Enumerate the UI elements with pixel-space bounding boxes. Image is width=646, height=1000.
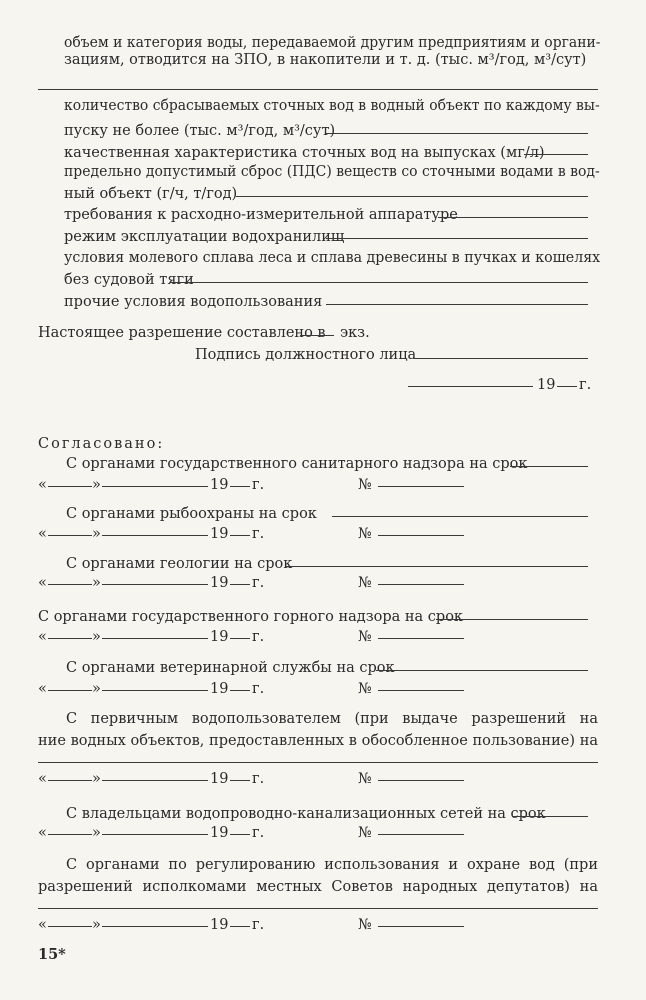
approval-1-quote-open: « xyxy=(38,477,47,493)
field-rafting-blank[interactable] xyxy=(170,282,588,283)
approval-6-year: 19 xyxy=(210,771,229,787)
intro-line-2: зациям, отводится на ЗПО, в накопители и т. д. (тыс. м³/год, м³/сут) xyxy=(64,52,587,68)
approval-8-month-blank[interactable] xyxy=(102,926,208,927)
approval-7-quote-close: » xyxy=(92,825,101,841)
copies-count-blank[interactable] xyxy=(300,335,334,336)
approval-3-quote-open: « xyxy=(38,575,47,591)
approval-3-day-blank[interactable] xyxy=(48,584,92,585)
page-number: 15* xyxy=(38,946,66,963)
approval-5-number-blank[interactable] xyxy=(378,690,464,691)
approval-4-number-blank[interactable] xyxy=(378,638,464,639)
approval-6-month-blank[interactable] xyxy=(102,780,208,781)
approval-5-term-blank[interactable] xyxy=(376,670,588,671)
approval-6-quote-close: » xyxy=(92,771,101,787)
field-pds-line-2: ный объект (г/ч, т/год) xyxy=(64,186,238,202)
approval-6-text-line-1: С первичным водопользователем (при выдаче разрешений на xyxy=(66,711,598,727)
approval-8-year: 19 xyxy=(210,917,229,933)
approval-4-number-sign: № xyxy=(358,629,372,645)
approval-2-year: 19 xyxy=(210,526,229,542)
approval-4-quote-close: » xyxy=(92,629,101,645)
approval-6-day-blank[interactable] xyxy=(48,780,92,781)
sign-date-year: 19 xyxy=(537,377,556,393)
approval-5-year: 19 xyxy=(210,681,229,697)
field-pds-blank[interactable] xyxy=(236,196,588,197)
approval-6-quote-open: « xyxy=(38,771,47,787)
approval-8-number-blank[interactable] xyxy=(378,926,464,927)
approval-1-day-blank[interactable] xyxy=(48,486,92,487)
approval-8-text-line-2: разрешений исполкомами местных Советов народных депутатов) на xyxy=(38,879,598,895)
approval-8-quote-close: » xyxy=(92,917,101,933)
approval-7-year-blank[interactable] xyxy=(230,834,250,835)
approval-3-text-line-1: С органами геологии на срок xyxy=(66,556,293,572)
approval-3-quote-close: » xyxy=(92,575,101,591)
approval-5-year-suffix: г. xyxy=(252,681,265,697)
approval-3-number-sign: № xyxy=(358,575,372,591)
field-rafting-line-1: условия молевого сплава леса и сплава древесины в пучках и кошелях xyxy=(64,250,601,266)
approval-1-year-blank[interactable] xyxy=(230,486,250,487)
field-pds-line-1: предельно допустимый сброс (ПДС) веществ со сточными водами в вод- xyxy=(64,164,600,180)
approval-2-day-blank[interactable] xyxy=(48,535,92,536)
approval-2-text-line-1: С органами рыбоохраны на срок xyxy=(66,506,317,522)
approval-7-year-suffix: г. xyxy=(252,825,265,841)
approval-1-year-suffix: г. xyxy=(252,477,265,493)
approval-2-term-blank[interactable] xyxy=(332,516,588,517)
sign-date-blank[interactable] xyxy=(408,386,533,387)
approval-1-number-sign: № xyxy=(358,477,372,493)
approval-4-year-suffix: г. xyxy=(252,629,265,645)
approval-3-year-suffix: г. xyxy=(252,575,265,591)
approval-2-number-blank[interactable] xyxy=(378,535,464,536)
approval-5-month-blank[interactable] xyxy=(102,690,208,691)
approval-6-text-line-2: ние водных объектов, предоставленных в обособленное пользование) на xyxy=(38,733,598,749)
field-reservoir-label: режим эксплуатации водохранилищ xyxy=(64,229,345,245)
approval-3-year: 19 xyxy=(210,575,229,591)
approval-3-year-blank[interactable] xyxy=(230,584,250,585)
signature-blank[interactable] xyxy=(414,358,588,359)
approval-1-year: 19 xyxy=(210,477,229,493)
field-other-blank[interactable] xyxy=(326,304,588,305)
approval-2-year-blank[interactable] xyxy=(230,535,250,536)
approval-5-quote-close: » xyxy=(92,681,101,697)
approval-8-day-blank[interactable] xyxy=(48,926,92,927)
field-discharge-blank[interactable] xyxy=(326,133,588,134)
approval-8-year-blank[interactable] xyxy=(230,926,250,927)
approval-8-number-sign: № xyxy=(358,917,372,933)
field-meter-label: требования к расходно-измерительной аппаратуре xyxy=(64,207,458,223)
approval-3-number-blank[interactable] xyxy=(378,584,464,585)
approval-6-year-suffix: г. xyxy=(252,771,265,787)
field-meter-blank[interactable] xyxy=(438,217,588,218)
approval-7-number-blank[interactable] xyxy=(378,834,464,835)
approval-1-term-blank[interactable] xyxy=(510,466,588,467)
signature-label: Подпись должностного лица xyxy=(195,347,417,363)
intro-line-1: объем и категория воды, передаваемой другим предприятиям и органи- xyxy=(64,35,601,51)
approval-2-number-sign: № xyxy=(358,526,372,542)
approval-8-term-blank[interactable] xyxy=(38,908,598,909)
sign-date-year-suffix: г. xyxy=(579,377,592,393)
approval-3-month-blank[interactable] xyxy=(102,584,208,585)
approval-7-month-blank[interactable] xyxy=(102,834,208,835)
approval-2-quote-open: « xyxy=(38,526,47,542)
intro-underline xyxy=(38,89,598,90)
approval-6-number-sign: № xyxy=(358,771,372,787)
approval-5-number-sign: № xyxy=(358,681,372,697)
approval-1-quote-close: » xyxy=(92,477,101,493)
approval-4-term-blank[interactable] xyxy=(436,619,588,620)
approval-4-year: 19 xyxy=(210,629,229,645)
approval-3-term-blank[interactable] xyxy=(286,566,588,567)
approval-1-number-blank[interactable] xyxy=(378,486,464,487)
field-other-label: прочие условия водопользования xyxy=(64,294,323,310)
approval-1-text-line-1: С органами государственного санитарного надзора на срок xyxy=(66,456,528,472)
approval-7-text-line-1: С владельцами водопроводно-канализационных сетей на срок xyxy=(66,806,546,822)
approval-5-text-line-1: С органами ветеринарной службы на срок xyxy=(66,660,395,676)
approval-6-year-blank[interactable] xyxy=(230,780,250,781)
approval-2-month-blank[interactable] xyxy=(102,535,208,536)
sign-date-year-blank[interactable] xyxy=(557,386,577,387)
approval-2-quote-close: » xyxy=(92,526,101,542)
approval-5-year-blank[interactable] xyxy=(230,690,250,691)
approval-7-quote-open: « xyxy=(38,825,47,841)
approval-5-quote-open: « xyxy=(38,681,47,697)
approval-1-month-blank[interactable] xyxy=(102,486,208,487)
approval-4-month-blank[interactable] xyxy=(102,638,208,639)
field-quality-blank[interactable] xyxy=(524,154,588,155)
agreed-heading: Согласовано: xyxy=(38,436,165,452)
field-quality-label: качественная характеристика сточных вод на выпусках (мг/л) xyxy=(64,145,545,161)
field-reservoir-blank[interactable] xyxy=(326,238,588,239)
approval-7-term-blank[interactable] xyxy=(512,816,588,817)
field-rafting-line-2: без судовой тяги xyxy=(64,272,194,288)
approval-4-year-blank[interactable] xyxy=(230,638,250,639)
copies-label: Настоящее разрешение составлено в xyxy=(38,325,326,341)
approval-7-number-sign: № xyxy=(358,825,372,841)
approval-7-year: 19 xyxy=(210,825,229,841)
approval-6-term-blank[interactable] xyxy=(38,762,598,763)
approval-5-day-blank[interactable] xyxy=(48,690,92,691)
approval-7-day-blank[interactable] xyxy=(48,834,92,835)
approval-4-day-blank[interactable] xyxy=(48,638,92,639)
field-discharge-line-1: количество сбрасываемых сточных вод в водный объект по каждому вы- xyxy=(64,98,600,114)
approval-2-year-suffix: г. xyxy=(252,526,265,542)
copies-suffix: экз. xyxy=(340,325,370,341)
approval-8-year-suffix: г. xyxy=(252,917,265,933)
approval-8-quote-open: « xyxy=(38,917,47,933)
field-discharge-line-2: пуску не более (тыс. м³/год, м³/сут) xyxy=(64,123,336,139)
approval-8-text-line-1: С органами по регулированию использования и охране вод (при xyxy=(66,857,598,873)
approval-4-text-line-1: С органами государственного горного надзора на срок xyxy=(38,609,463,625)
approval-6-number-blank[interactable] xyxy=(378,780,464,781)
approval-4-quote-open: « xyxy=(38,629,47,645)
